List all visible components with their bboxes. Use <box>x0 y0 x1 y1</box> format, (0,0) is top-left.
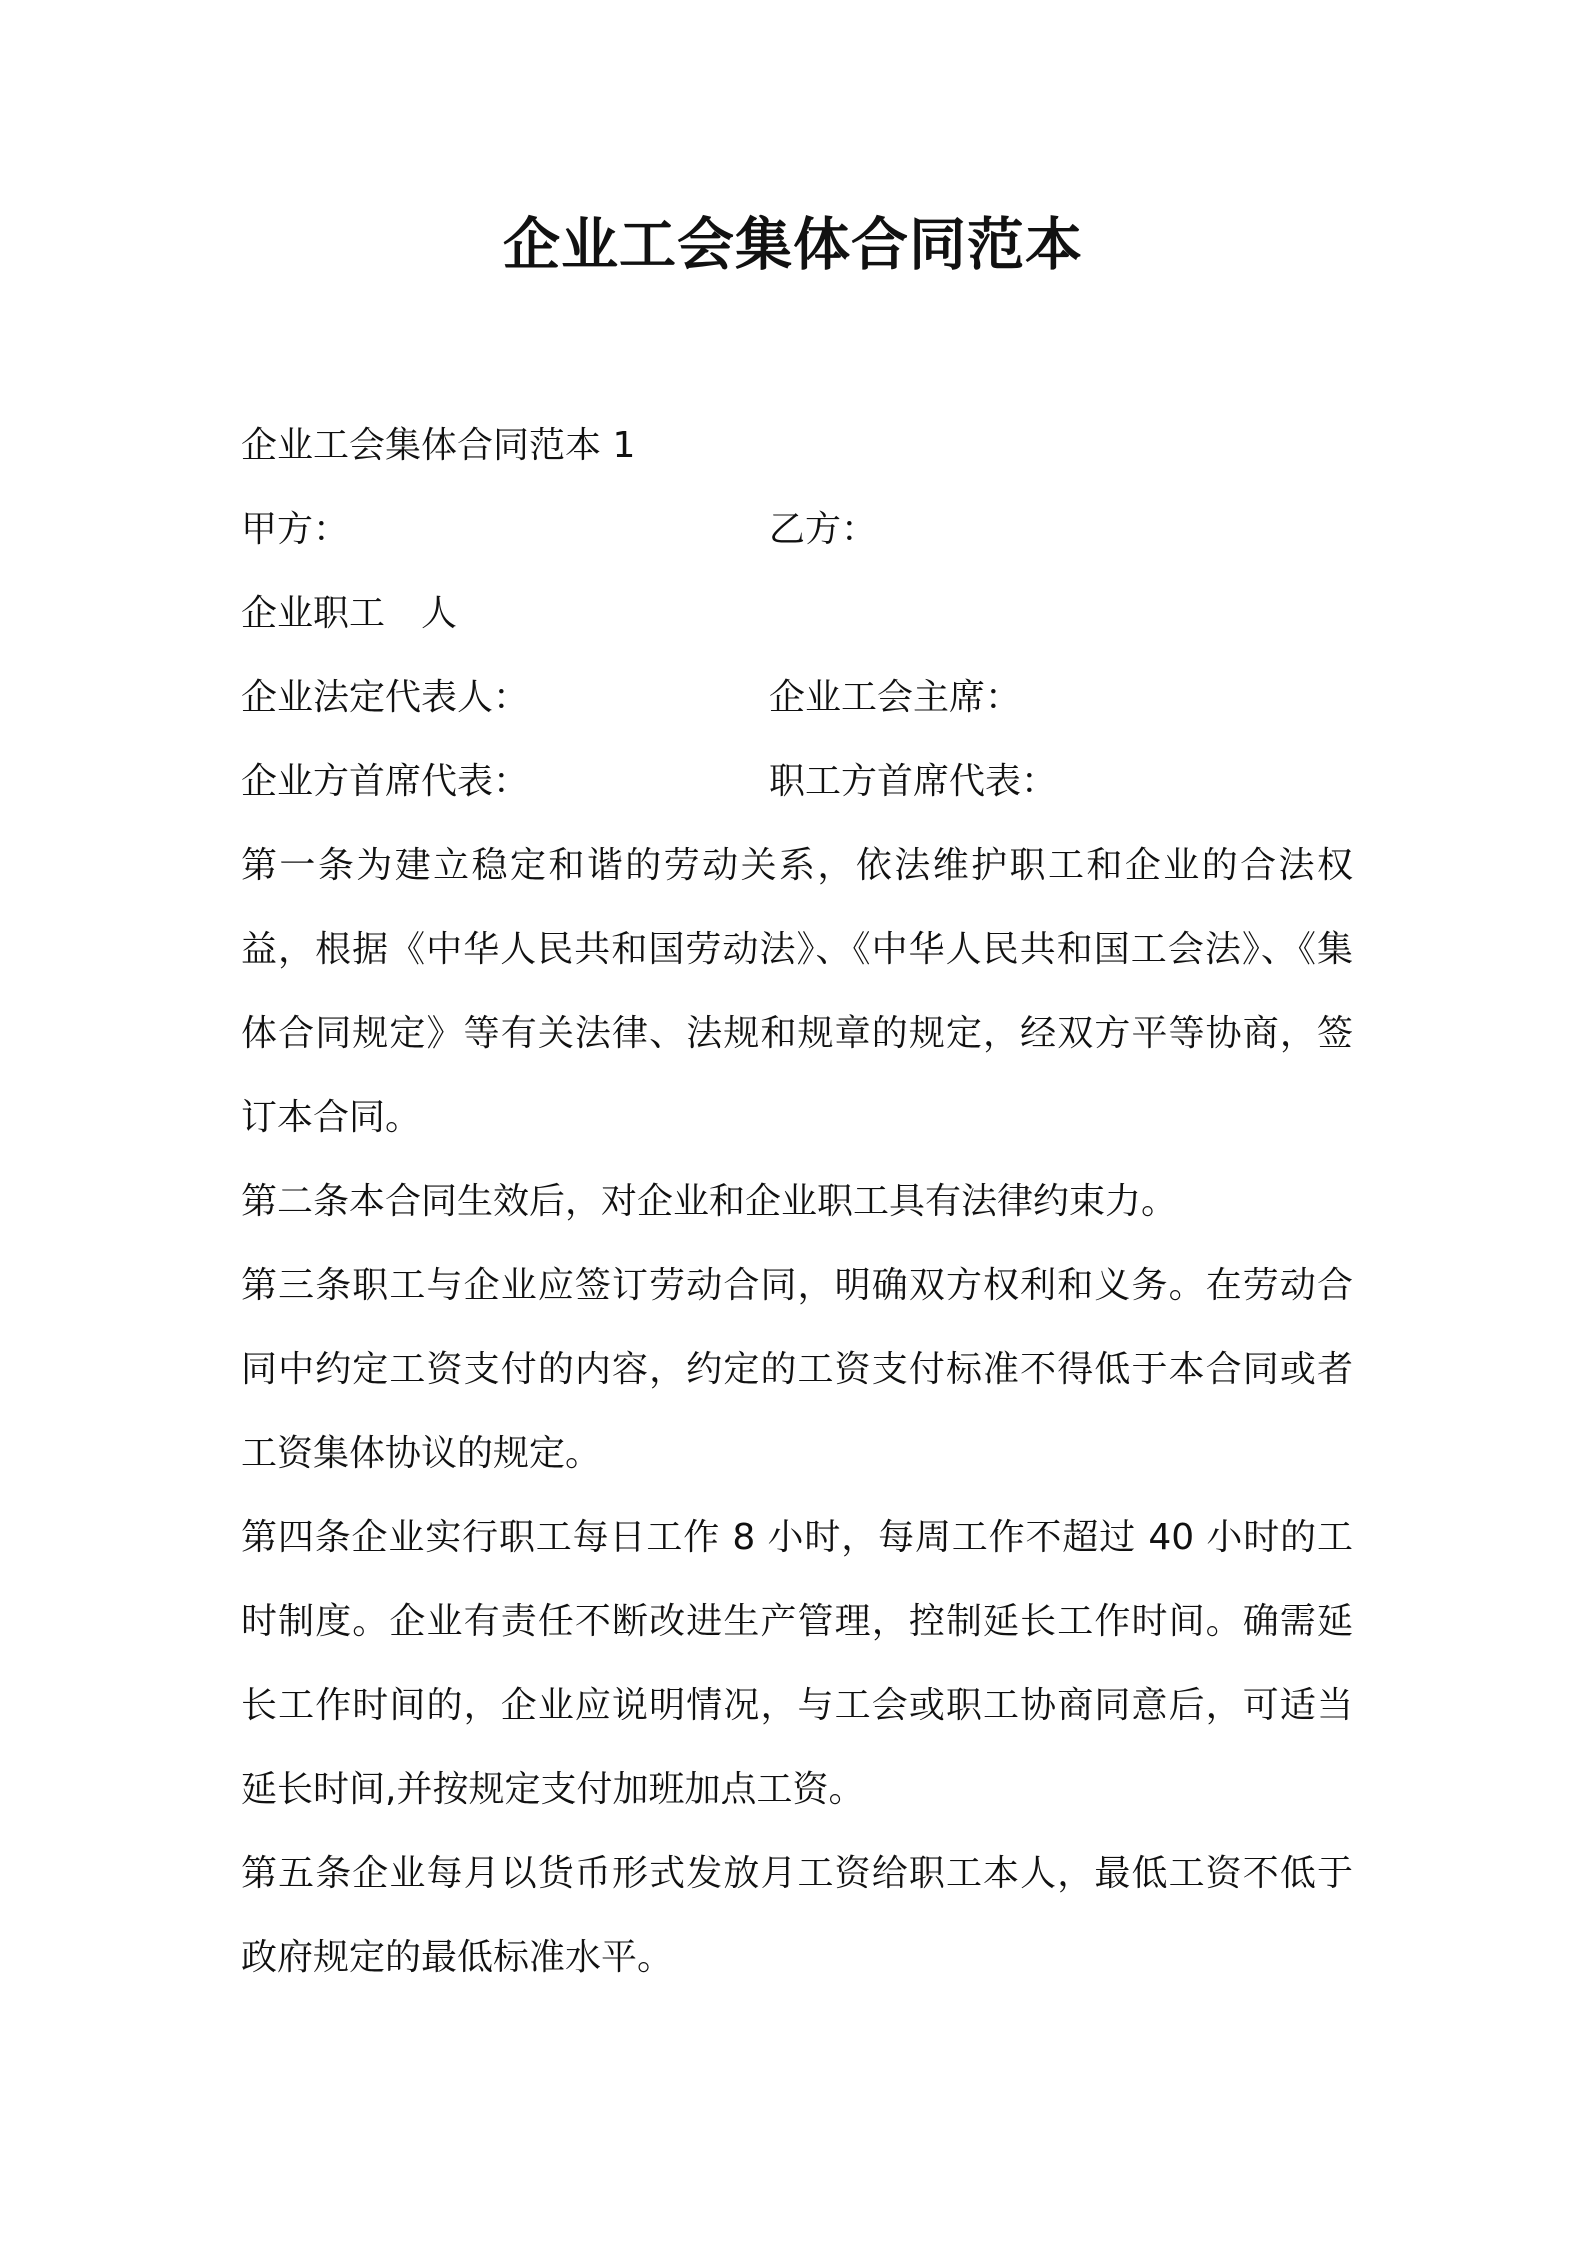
article-4: 第四条企业实行职工每日工作 8 小时，每周工作不超过 40 小时的工时制度。企业有责任不断改进生产管理，控制延长工作时间。确需延长工作时间的，企业应说明情况，与工会或职工协商同意后，可适当延长时间,并按规定支付加班加点工资。 <box>241 1517 1353 1810</box>
enterprise-chief-label: 企业方首席代表： <box>241 761 530 802</box>
parties-row <box>241 488 1353 572</box>
employee-count-label: 企业职工 <box>241 593 386 634</box>
document-title: 企业工会集体合同范本 <box>503 212 1083 278</box>
union-chair-label: 企业工会主席： <box>769 677 1022 718</box>
party-a-label: 甲方： <box>241 509 350 550</box>
legal-rep-row <box>241 656 1353 740</box>
employee-count-unit: 人 <box>421 593 458 634</box>
chief-rep-row <box>241 740 1353 824</box>
employee-chief-label: 职工方首席代表： <box>769 761 1058 802</box>
article-3: 第三条职工与企业应签订劳动合同，明确双方权利和义务。在劳动合同中约定工资支付的内容，约定的工资支付标准不得低于本合同或者工资集体协议的规定。 <box>241 1265 1353 1474</box>
employee-count-line <box>241 572 1353 656</box>
article-2: 第二条本合同生效后，对企业和企业职工具有法律约束力。 <box>241 1181 1178 1222</box>
subtitle: 企业工会集体合同范本 1 <box>241 425 636 466</box>
party-b-label: 乙方： <box>769 509 878 550</box>
document-body <box>241 404 1353 2000</box>
legal-rep-label: 企业法定代表人： <box>241 677 530 718</box>
article-5: 第五条企业每月以货币形式发放月工资给职工本人，最低工资不低于政府规定的最低标准水平。 <box>241 1853 1353 1978</box>
article-1: 第一条为建立稳定和谐的劳动关系，依法维护职工和企业的合法权益，根据《中华人民共和国劳动法》、《中华人民共和国工会法》、《集体合同规定》等有关法律、法规和规章的规定，经双方平等协商，签订本合同。 <box>241 845 1353 1138</box>
